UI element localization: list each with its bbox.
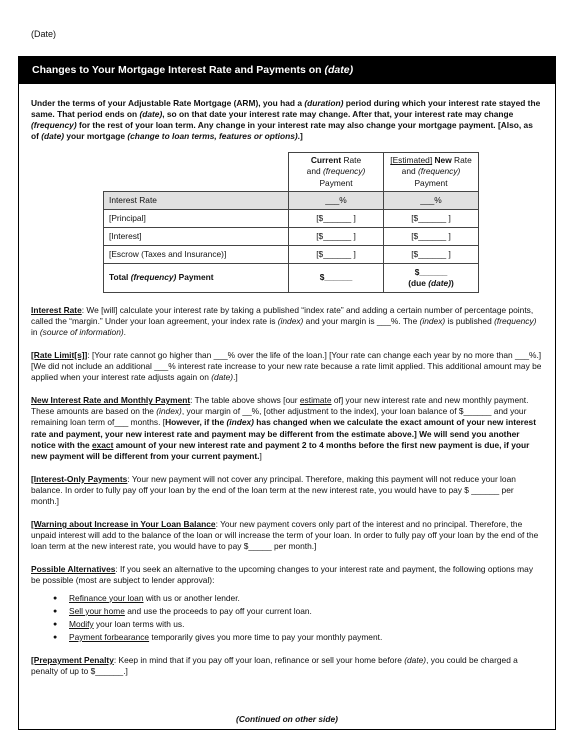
prepayment-penalty-section: [Prepayment Penalty: Keep in mind that if you pay off your loan, refinance or sell your home before (date), you could be charged a penalty of up to $______.] — [31, 654, 518, 676]
table-row: [Principal] [$______ ] [$______ ] — [104, 209, 479, 227]
new-rate-section: New Interest Rate and Monthly Payment: The table above shows [our estimate of] your new interest rate and new monthly payment. These amounts are based on the (index), your margin of __%, [other adjustment to the index], your loan balance of $______ and your remaining loan term of___ months. [However, if the (index) has changed when we calculate the exact amount of your new interest rate and payment, your new interest rate and payment may be different from the estimate above.] We will send you another notice with the exact amount of your new interest rate and payment 2 to 4 months before the first new payment is due, if your new payment will be different from your current payment.] — [31, 395, 537, 461]
notice-content — [19, 98, 555, 677]
list-item: ● Payment forbearance temporarily gives you more time to pay your monthly payment. — [69, 632, 543, 643]
new-column-header: [Estimated] New Rate and (frequency) Payment — [384, 153, 479, 191]
interest-only-section: [Interest-Only Payments: Your new payment will not cover any principal. Therefore, making this payment will not reduce your loan balance. In order to fully pay off your loan by the end of the loan term at the new interest rate, you would have to pay $ ______ per month.] — [31, 473, 516, 506]
notice-box — [18, 56, 556, 730]
table-row: Interest Rate ___% ___% — [104, 191, 479, 209]
interest-rate-section: Interest Rate: We [will] calculate your interest rate by taking a published “index rate” and adding a certain number of percentage points, called the “margin.” Under your loan agreement, your index rate is (index) and your margin is ___%. The (index) is published (frequency) in (source of information). — [31, 304, 537, 337]
intro-paragraph: Under the terms of your Adjustable Rate Mortgage (ARM), you had a (duration) period during which your interest rate stayed the same. That period ends on (date), so on that date your interest rate may change. After that, your interest rate may change (frequency) for the rest of your loan term. Any change in your interest rate may also change your mortgage payment. [Also, as of (date) your mortgage (change to loan terms, features or options).] — [31, 98, 541, 142]
continued-footer: (Continued on other side) — [236, 713, 338, 724]
table-row: [Interest] [$______ ] [$______ ] — [104, 227, 479, 245]
table-row: [Escrow (Taxes and Insurance)] [$______ ] [$______ ] — [104, 245, 479, 263]
notice-title: Changes to Your Mortgage Interest Rate and Payments on — [32, 63, 322, 76]
list-item: ● Modify your loan terms with us. — [69, 619, 543, 630]
alternatives-list — [31, 593, 543, 643]
table-total-row: Total (frequency) Payment $______ $______ (due (date)) — [104, 263, 479, 292]
balance-warning-section: [Warning about Increase in Your Loan Balance: Your new payment covers only part of the interest and no principal. Therefore, the unpaid interest will add to the balance of the loan or will increase the term of your loan. In order to fully pay off your loan by the end of the loan term at the new interest rate, you would have to pay $_____ per month.] — [31, 519, 539, 552]
alternatives-section: Possible Alternatives: If you seek an alternative to the upcoming changes to your interest rate and payment, the following options may be possible (most are subject to lender approval): — [31, 564, 534, 586]
rate-payment-table — [103, 152, 479, 292]
notice-title-date: (date) — [324, 63, 354, 76]
rate-limits-section: [Rate Limit[s]]: [Your rate cannot go higher than ___% over the life of the loan.] [Your rate can change each year by no more than ___%.] [We did not include an additional ___% interest rate increase to your new rate because a rate limit applied. This additional amount may be applied when your interest rate adjusts again on (date).] — [31, 349, 542, 383]
list-item: ● Refinance your loan with us or another lender. — [69, 593, 543, 604]
list-item: ● Sell your home and use the proceeds to pay off your current loan. — [69, 606, 543, 617]
notice-header-band — [19, 57, 555, 84]
current-column-header: Current Rate and (frequency) Payment — [289, 153, 384, 191]
table-header-row — [104, 153, 479, 191]
date-placeholder: (Date) — [31, 29, 57, 39]
